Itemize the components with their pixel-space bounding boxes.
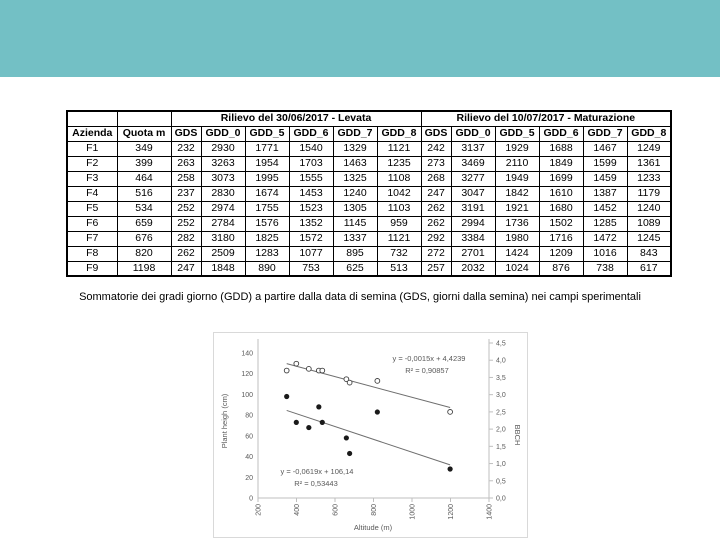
table-cell: 1463 bbox=[333, 156, 377, 171]
data-point bbox=[320, 420, 325, 425]
table-cell: 1179 bbox=[627, 186, 671, 201]
table-cell: 895 bbox=[333, 246, 377, 261]
table-row bbox=[67, 261, 671, 276]
equation-label-plant-height bbox=[281, 467, 354, 488]
svg-text:800: 800 bbox=[371, 504, 378, 516]
table-cell: 1610 bbox=[539, 186, 583, 201]
column-header-cell: GDD_8 bbox=[627, 126, 671, 141]
column-header-cell: GDD_0 bbox=[451, 126, 495, 141]
table-cell: 1703 bbox=[289, 156, 333, 171]
table-cell: 242 bbox=[421, 141, 451, 156]
svg-text:60: 60 bbox=[245, 433, 253, 441]
table-cell: 1980 bbox=[495, 231, 539, 246]
table-cell: 1467 bbox=[583, 141, 627, 156]
svg-text:3,5: 3,5 bbox=[496, 374, 506, 382]
scatter-chart-svg bbox=[214, 333, 527, 537]
data-point bbox=[347, 380, 352, 385]
table-cell: 262 bbox=[421, 201, 451, 216]
table-cell: 1077 bbox=[289, 246, 333, 261]
table-cell: 1576 bbox=[245, 216, 289, 231]
table-cell: 843 bbox=[627, 246, 671, 261]
y-axis-right-title: BBCH bbox=[513, 424, 522, 446]
column-header-cell: GDD_7 bbox=[333, 126, 377, 141]
data-point bbox=[306, 366, 311, 371]
svg-text:y = -0,0015x + 4,4239: y = -0,0015x + 4,4239 bbox=[392, 354, 466, 363]
table-cell: 738 bbox=[583, 261, 627, 276]
table-cell: 1599 bbox=[583, 156, 627, 171]
table-cell: 349 bbox=[117, 141, 171, 156]
table-cell: 676 bbox=[117, 231, 171, 246]
table-row bbox=[67, 186, 671, 201]
table-row bbox=[67, 216, 671, 231]
table-cell: 2032 bbox=[451, 261, 495, 276]
column-header-cell: GDD_7 bbox=[583, 126, 627, 141]
table-cell: 625 bbox=[333, 261, 377, 276]
svg-text:20: 20 bbox=[245, 474, 253, 482]
svg-text:1,0: 1,0 bbox=[496, 461, 506, 469]
column-header-cell: GDD_5 bbox=[245, 126, 289, 141]
table-cell: 1108 bbox=[377, 171, 421, 186]
svg-text:80: 80 bbox=[245, 412, 253, 420]
table-cell: 252 bbox=[171, 201, 201, 216]
svg-text:100: 100 bbox=[241, 391, 253, 399]
data-point bbox=[320, 368, 325, 373]
svg-text:0,0: 0,0 bbox=[496, 495, 506, 503]
scatter-chart bbox=[213, 332, 528, 538]
scatter-points-plant-height bbox=[284, 394, 453, 472]
table-cell: 1198 bbox=[117, 261, 171, 276]
column-header-cell: Quota m bbox=[117, 126, 171, 141]
table-cell: 1305 bbox=[333, 201, 377, 216]
table-cell: 513 bbox=[377, 261, 421, 276]
table-cell: 1103 bbox=[377, 201, 421, 216]
svg-text:400: 400 bbox=[294, 504, 301, 516]
column-header-cell: GDS bbox=[171, 126, 201, 141]
table-cell: 2994 bbox=[451, 216, 495, 231]
table-cell: 1121 bbox=[377, 231, 421, 246]
table-cell: 1825 bbox=[245, 231, 289, 246]
data-point bbox=[294, 361, 299, 366]
table-cell: 3469 bbox=[451, 156, 495, 171]
svg-text:4,5: 4,5 bbox=[496, 340, 506, 348]
svg-text:1400: 1400 bbox=[486, 504, 494, 520]
x-axis bbox=[256, 498, 494, 520]
svg-text:200: 200 bbox=[255, 504, 263, 516]
data-point bbox=[375, 409, 380, 414]
table-cell: 464 bbox=[117, 171, 171, 186]
table-cell: F3 bbox=[67, 171, 117, 186]
table-cell: 1472 bbox=[583, 231, 627, 246]
column-header-cell: Azienda bbox=[67, 126, 117, 141]
svg-text:600: 600 bbox=[332, 504, 340, 516]
table-cell: 247 bbox=[171, 261, 201, 276]
table-cell: 2701 bbox=[451, 246, 495, 261]
table-cell: 1555 bbox=[289, 171, 333, 186]
svg-text:2,0: 2,0 bbox=[496, 426, 506, 434]
svg-text:0: 0 bbox=[249, 495, 253, 503]
table-row bbox=[67, 156, 671, 171]
table-cell: 257 bbox=[421, 261, 451, 276]
table-cell: 1024 bbox=[495, 261, 539, 276]
svg-text:120: 120 bbox=[241, 371, 253, 379]
table-cell: F6 bbox=[67, 216, 117, 231]
table-cell: F1 bbox=[67, 141, 117, 156]
table-cell: 516 bbox=[117, 186, 171, 201]
table-cell: 1016 bbox=[583, 246, 627, 261]
table-cell: F5 bbox=[67, 201, 117, 216]
table-cell: 1285 bbox=[583, 216, 627, 231]
column-header-cell: GDD_0 bbox=[201, 126, 245, 141]
table-cell: 534 bbox=[117, 201, 171, 216]
data-point bbox=[344, 435, 349, 440]
table-cell: 258 bbox=[171, 171, 201, 186]
slide-header-bar bbox=[0, 0, 720, 77]
table-cell: 1540 bbox=[289, 141, 333, 156]
table-cell: 1245 bbox=[627, 231, 671, 246]
table-cell: 890 bbox=[245, 261, 289, 276]
table-cell: F9 bbox=[67, 261, 117, 276]
table-cell: 3191 bbox=[451, 201, 495, 216]
table-cell: 1849 bbox=[539, 156, 583, 171]
table-cell: F2 bbox=[67, 156, 117, 171]
group-header-cell: Rilievo del 30/06/2017 - Levata bbox=[171, 111, 421, 126]
table-cell: 1502 bbox=[539, 216, 583, 231]
data-point bbox=[448, 466, 453, 471]
table-cell: 1453 bbox=[289, 186, 333, 201]
column-header-cell: GDD_5 bbox=[495, 126, 539, 141]
svg-text:4,0: 4,0 bbox=[496, 357, 506, 365]
table-cell: 1716 bbox=[539, 231, 583, 246]
table-cell: 3277 bbox=[451, 171, 495, 186]
y-axis-right bbox=[489, 341, 506, 503]
group-header-cell: Rilievo del 10/07/2017 - Maturazione bbox=[421, 111, 671, 126]
table-cell: 2930 bbox=[201, 141, 245, 156]
svg-text:2,5: 2,5 bbox=[496, 409, 506, 417]
svg-text:1200: 1200 bbox=[448, 504, 455, 520]
table-cell: 1572 bbox=[289, 231, 333, 246]
svg-text:1000: 1000 bbox=[409, 504, 417, 520]
table-cell: 1680 bbox=[539, 201, 583, 216]
table-cell: 268 bbox=[421, 171, 451, 186]
svg-text:1,5: 1,5 bbox=[496, 443, 506, 451]
table-cell: 1995 bbox=[245, 171, 289, 186]
table-cell: 3047 bbox=[451, 186, 495, 201]
table-cell: 1523 bbox=[289, 201, 333, 216]
table-cell: 1325 bbox=[333, 171, 377, 186]
table-caption: Sommatorie dei gradi giorno (GDD) a partire dalla data di semina (GDS, giorni dalla semina) nei campi sperimentali bbox=[79, 291, 641, 303]
equation-label-bbch bbox=[393, 354, 466, 375]
table-cell: 3384 bbox=[451, 231, 495, 246]
table-row bbox=[67, 171, 671, 186]
table-cell: 732 bbox=[377, 246, 421, 261]
table-cell: 1337 bbox=[333, 231, 377, 246]
table-cell: 1240 bbox=[627, 201, 671, 216]
table-cell: 820 bbox=[117, 246, 171, 261]
table-row bbox=[67, 246, 671, 261]
table-cell: F7 bbox=[67, 231, 117, 246]
table-cell: F8 bbox=[67, 246, 117, 261]
x-axis-title: Altitude (m) bbox=[353, 523, 393, 532]
table-cell: 3073 bbox=[201, 171, 245, 186]
svg-text:0,5: 0,5 bbox=[496, 478, 506, 486]
table-row bbox=[67, 141, 671, 156]
empty-header-cell bbox=[67, 111, 117, 126]
table-cell: 1121 bbox=[377, 141, 421, 156]
gdd-table bbox=[66, 110, 672, 277]
table-cell: 876 bbox=[539, 261, 583, 276]
table-cell: 1954 bbox=[245, 156, 289, 171]
table-cell: 1145 bbox=[333, 216, 377, 231]
data-point bbox=[316, 404, 321, 409]
table-cell: 1361 bbox=[627, 156, 671, 171]
table-cell: 1352 bbox=[289, 216, 333, 231]
svg-text:3,0: 3,0 bbox=[496, 392, 506, 400]
table-cell: 252 bbox=[171, 216, 201, 231]
table-cell: 1424 bbox=[495, 246, 539, 261]
table-cell: 3263 bbox=[201, 156, 245, 171]
table-cell: 247 bbox=[421, 186, 451, 201]
table-cell: 1921 bbox=[495, 201, 539, 216]
y-axis-left-title: Plant heigh (cm) bbox=[220, 393, 229, 449]
table-cell: 1240 bbox=[333, 186, 377, 201]
table-row bbox=[67, 231, 671, 246]
table-cell: 1699 bbox=[539, 171, 583, 186]
table-cell: 1771 bbox=[245, 141, 289, 156]
table-cell: 263 bbox=[171, 156, 201, 171]
table-cell: 3180 bbox=[201, 231, 245, 246]
trendline-plant-height bbox=[287, 410, 450, 464]
svg-text:R² = 0,90857: R² = 0,90857 bbox=[405, 366, 449, 375]
table-cell: 1329 bbox=[333, 141, 377, 156]
table-cell: 1929 bbox=[495, 141, 539, 156]
table-cell: 232 bbox=[171, 141, 201, 156]
data-point bbox=[284, 368, 289, 373]
svg-text:R² = 0,53443: R² = 0,53443 bbox=[294, 479, 338, 488]
table-column-header-row bbox=[67, 126, 671, 141]
table-cell: 2110 bbox=[495, 156, 539, 171]
table-cell: 3137 bbox=[451, 141, 495, 156]
column-header-cell: GDD_6 bbox=[289, 126, 333, 141]
table-cell: 1842 bbox=[495, 186, 539, 201]
table-cell: 262 bbox=[421, 216, 451, 231]
svg-text:y = -0,0619x + 106,14: y = -0,0619x + 106,14 bbox=[280, 467, 354, 476]
table-row bbox=[67, 201, 671, 216]
table-cell: 1387 bbox=[583, 186, 627, 201]
table-cell: 1233 bbox=[627, 171, 671, 186]
table-cell: F4 bbox=[67, 186, 117, 201]
table-cell: 237 bbox=[171, 186, 201, 201]
table-cell: 959 bbox=[377, 216, 421, 231]
table-cell: 1249 bbox=[627, 141, 671, 156]
data-point bbox=[306, 425, 311, 430]
y-axis-left bbox=[241, 351, 253, 503]
table-cell: 659 bbox=[117, 216, 171, 231]
column-header-cell: GDD_8 bbox=[377, 126, 421, 141]
table-cell: 1283 bbox=[245, 246, 289, 261]
gdd-table-container bbox=[66, 110, 672, 277]
table-cell: 1089 bbox=[627, 216, 671, 231]
table-cell: 2974 bbox=[201, 201, 245, 216]
table-cell: 617 bbox=[627, 261, 671, 276]
svg-text:40: 40 bbox=[245, 454, 253, 462]
table-cell: 1209 bbox=[539, 246, 583, 261]
data-point bbox=[448, 409, 453, 414]
table-cell: 282 bbox=[171, 231, 201, 246]
table-cell: 272 bbox=[421, 246, 451, 261]
column-header-cell: GDD_6 bbox=[539, 126, 583, 141]
data-point bbox=[375, 378, 380, 383]
table-cell: 262 bbox=[171, 246, 201, 261]
table-cell: 1042 bbox=[377, 186, 421, 201]
table-cell: 2509 bbox=[201, 246, 245, 261]
table-cell: 2830 bbox=[201, 186, 245, 201]
table-cell: 292 bbox=[421, 231, 451, 246]
table-cell: 1848 bbox=[201, 261, 245, 276]
svg-text:140: 140 bbox=[241, 350, 253, 358]
table-cell: 1452 bbox=[583, 201, 627, 216]
data-point bbox=[294, 420, 299, 425]
table-cell: 1755 bbox=[245, 201, 289, 216]
table-cell: 753 bbox=[289, 261, 333, 276]
table-cell: 1235 bbox=[377, 156, 421, 171]
empty-header-cell bbox=[117, 111, 171, 126]
table-cell: 1736 bbox=[495, 216, 539, 231]
table-cell: 1674 bbox=[245, 186, 289, 201]
data-point bbox=[347, 451, 352, 456]
column-header-cell: GDS bbox=[421, 126, 451, 141]
table-cell: 1949 bbox=[495, 171, 539, 186]
table-cell: 1688 bbox=[539, 141, 583, 156]
table-cell: 1459 bbox=[583, 171, 627, 186]
table-cell: 273 bbox=[421, 156, 451, 171]
table-cell: 399 bbox=[117, 156, 171, 171]
table-cell: 2784 bbox=[201, 216, 245, 231]
table-group-header-row bbox=[67, 111, 671, 126]
data-point bbox=[284, 394, 289, 399]
